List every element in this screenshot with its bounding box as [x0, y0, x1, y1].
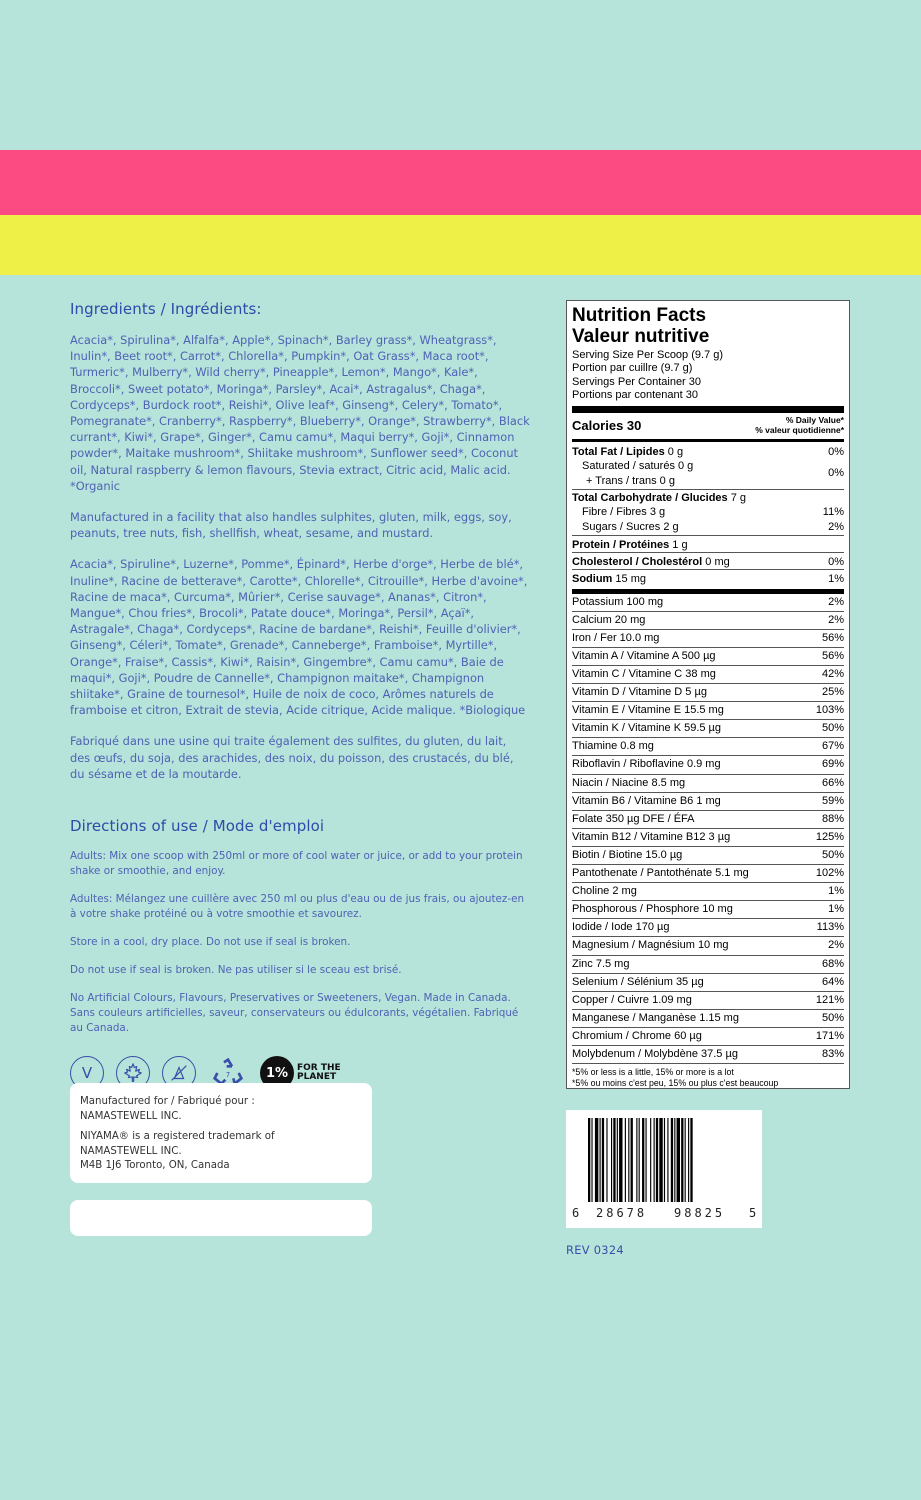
vitamin-row: [572, 666, 844, 684]
protein-label: Protein / Protéines: [572, 538, 670, 551]
footnote-fr: *5% ou moins c'est peu, 15% ou plus c'est beaucoup: [572, 1078, 779, 1089]
planet-line2: PLANET: [297, 1072, 337, 1083]
barcode-bar: [681, 1118, 683, 1202]
barcode-bar: [591, 1118, 592, 1202]
directions-adults-en: Adults: Mix one scoop with 250ml or more of cool water or juice, or add to your protein shake or smoothie, and enjoy.: [70, 850, 523, 878]
barcode-bar: [674, 1118, 675, 1202]
fat-label: Total Fat / Lipides: [572, 445, 665, 458]
carb-row: [572, 489, 844, 505]
barcode-digits-2: 28678: [596, 1206, 648, 1220]
calories: Calories 30: [572, 418, 642, 434]
nutrition-facts-table: [566, 300, 850, 1089]
manufacturer-line3: NIYAMA® is a registered trademark of: [80, 1131, 275, 1142]
vitamin-dv: 25%: [821, 686, 844, 699]
manufacturer-line1: Manufactured for / Fabriqué pour :: [80, 1096, 255, 1107]
serving-size-en: Serving Size Per Scoop (9.7 g): [572, 349, 724, 361]
vitamin-row: [572, 793, 844, 811]
vitamin-dv: 68%: [821, 957, 844, 970]
vitamin-name: Vitamin K / Vitamine K 59.5 µg: [572, 722, 722, 735]
vitamin-row: [572, 702, 844, 720]
carb-amount: 7 g: [730, 491, 747, 504]
vitamin-dv: 2%: [828, 595, 844, 608]
vitamin-dv: 50%: [821, 1011, 844, 1024]
planet-text: [297, 1064, 341, 1083]
sugars: Sugars / Sucres 2 g: [582, 520, 679, 533]
vitamin-dv: 50%: [821, 848, 844, 861]
protein-row: [572, 535, 844, 552]
vitamin-row: [572, 1028, 844, 1046]
vitamin-row: [572, 720, 844, 738]
vitamin-name: Chromium / Chrome 60 µg: [572, 1029, 702, 1042]
vitamin-dv: 69%: [821, 758, 844, 771]
barcode-bar: [625, 1118, 626, 1202]
vitamin-name: Iron / Fer 10.0 mg: [572, 631, 660, 644]
dv-header-fr: % valeur quotidienne*: [755, 424, 844, 435]
vitamin-row: [572, 847, 844, 865]
ingredients-english: Acacia*, Spirulina*, Alfalfa*, Apple*, Spinach*, Barley grass*, Wheatgrass*, Inulin*, Beet root*, Carrot*, Chlorella*, Pumpkin*, Oat Grass*, Maca root*, Turmeric*, Mulberry*, Wild cherry*, Pineapple*, Lemon*, Mango*, Kale*, Broccoli*, Sweet potato*, Moringa*, Parsley*, Acai*, Astragalus*, Chaga*, Cordyceps*, Burdock root*, Reishi*, Olive leaf*, Ginseng*, Celery*, Tomato*, Pomegranate*, Cranberry*, Raspberry*, Blueberry*, Orange*, Strawberry*, Black currant*, Kiwi*, Grape*, Ginger*, Camu camu*, Maqui berry*, Goji*, Cinnamon powder*, Maitake mushroom*, Shiitake mushroom*, Sunflower seed*, Coconut oil, Natural raspberry & lemon flavours, Stevia extract, Citric acid, Malic acid. *Organic: [70, 333, 530, 493]
vitamin-name: Copper / Cuivre 1.09 mg: [572, 993, 692, 1006]
nutrition-title-en: Nutrition Facts: [572, 305, 707, 326]
fat-dv: 0%: [828, 445, 844, 458]
vitamin-dv: 64%: [821, 975, 844, 988]
ingredients-title: Ingredients / Ingrédients:: [70, 300, 262, 318]
vitamin-row: [572, 1046, 844, 1064]
vitamin-dv: 66%: [821, 776, 844, 789]
barcode-bar: [650, 1118, 651, 1202]
vitamin-row: [572, 1010, 844, 1028]
sat-trans-dv: 0%: [828, 467, 844, 480]
fibre-dv: 11%: [822, 505, 844, 518]
nutrition-title-fr: Valeur nutritive: [572, 326, 710, 347]
barcode-bar: [664, 1118, 665, 1202]
sodium-amount: 15 mg: [615, 572, 646, 585]
protein-amount: 1 g: [672, 538, 688, 551]
barcode-digit-1: 6: [572, 1206, 580, 1220]
barcode-bar: [602, 1118, 604, 1202]
fibre-row: [572, 505, 844, 520]
vitamin-row: [572, 992, 844, 1010]
vitamin-dv: 59%: [821, 794, 844, 807]
sodium-row: [572, 569, 844, 586]
calories-row: [572, 413, 844, 439]
vitamin-name: Molybdenum / Molybdène 37.5 µg: [572, 1047, 738, 1060]
barcode-bar: [654, 1118, 655, 1202]
sugars-row: [572, 520, 844, 535]
vegan-letter: V: [81, 1064, 93, 1083]
nutrition-footnote: [572, 1064, 844, 1089]
vitamin-row: [572, 756, 844, 774]
vitamin-name: Vitamin A / Vitamine A 500 µg: [572, 649, 716, 662]
sat-trans-row: [572, 459, 844, 489]
vitamin-name: Calcium 20 mg: [572, 613, 646, 626]
barcode-bar: [639, 1118, 640, 1202]
vitamin-row: [572, 775, 844, 793]
barcode-bar: [671, 1118, 673, 1202]
vitamin-row: [572, 901, 844, 919]
manufacturer-line5: M4B 1J6 Toronto, ON, Canada: [80, 1160, 230, 1171]
vitamin-dv: 50%: [821, 722, 844, 735]
vitamin-dv: 56%: [821, 649, 844, 662]
chol-label: Cholesterol / Cholestérol: [572, 555, 703, 568]
vitamin-row: [572, 648, 844, 666]
servings-per-container-fr: Portions par contenant 30: [572, 389, 698, 402]
vitamin-dv: 42%: [821, 668, 844, 680]
vitamin-dv: 113%: [816, 921, 844, 934]
vitamin-dv: 67%: [821, 740, 844, 753]
vitamin-name: Vitamin D / Vitamine D 5 µg: [572, 686, 707, 699]
footnote-en: *5% or less is a little, 15% or more is a lot: [572, 1067, 734, 1078]
vitamin-dv: 2%: [828, 939, 844, 952]
vitamin-dv: 102%: [815, 867, 844, 880]
vitamin-row: [572, 865, 844, 883]
vitamin-dv: 1%: [828, 903, 844, 916]
manufacturer-line4: NAMASTEWELL INC.: [80, 1145, 182, 1157]
ingredients-french: Acacia*, Spiruline*, Luzerne*, Pomme*, Épinard*, Herbe d'orge*, Herbe de blé*, Inuline*, Racine de betterave*, Carotte*, Chlorelle*, Citrouille*, Herbe d'avoine*, Racine de maca*, Curcuma*, Mûrier*, Cerise sauvage*, Ananas*, Citron*, Mangue*, Chou fries*, Brocoli*, Patate douce*, Moringa*, Persil*, Açaï*, Astragale*, Chaga*, Cordyceps*, Racine de bardane*, Reishi*, Feuille d'olivier*, Ginseng*, Céleri*, Tomate*, Grenade*, Canneberge*, Framboise*, Myrtille*, Orange*, Fraise*, Cassis*, Kiwi*, Raisin*, Gingembre*, Camu camu*, Baie de maqui*, Goji*, Poudre de Cannelle*, Champignon maitake*, Champignon shiitake*, Graine de tournesol*, Huile de noix de coco, Arômes naturels de framboise et citron, Extrait de stevia, Acide citrique, Acide malique. *Biologique: [70, 557, 528, 718]
blank-card: [70, 1200, 372, 1236]
vitamin-dv: 103%: [815, 704, 844, 717]
barcode-bar: [685, 1118, 686, 1202]
barcode-bar: [642, 1118, 644, 1202]
revision-code: REV 0324: [566, 1243, 624, 1257]
planet-line1: FOR THE: [297, 1062, 341, 1073]
directions-title: Directions of use / Mode d'emploi: [70, 817, 325, 836]
vitamin-dv: 1%: [828, 885, 844, 898]
vitamin-name: Potassium 100 mg: [572, 595, 664, 608]
vitamin-name: Magnesium / Magnésium 10 mg: [572, 939, 729, 952]
vitamin-row: [572, 630, 844, 648]
vitamin-name: Folate 350 µg DFE / ÉFA: [572, 812, 695, 825]
barcode-bar: [600, 1118, 601, 1202]
chol-dv: 0%: [828, 555, 844, 568]
vitamin-list: [572, 594, 844, 1064]
vitamin-name: Riboflavin / Riboflavine 0.9 mg: [572, 758, 721, 771]
manufacturer-line2: NAMASTEWELL INC.: [80, 1110, 182, 1122]
barcode-bar: [613, 1118, 615, 1202]
vitamin-name: Phosphorous / Phosphore 10 mg: [572, 903, 733, 916]
vitamin-name: Selenium / Sélénium 35 µg: [572, 975, 704, 988]
barcode-bar: [659, 1118, 662, 1202]
vitamin-name: Vitamin E / Vitamine E 15.5 mg: [572, 704, 724, 717]
vitamin-name: Manganese / Manganèse 1.15 mg: [572, 1011, 739, 1024]
vitamin-dv: 83%: [821, 1047, 844, 1060]
directions-adults-fr: Adultes: Mélangez une cuillère avec 250 ml ou plus d'eau ou de jus frais, ou ajoutez-en à votre shake protéiné ou à votre smoothie et savourez.: [70, 893, 525, 921]
seal-text: Do not use if seal is broken. Ne pas utiliser si le sceau est brisé.: [70, 964, 402, 977]
vitamin-row: [572, 684, 844, 702]
vitamin-row: [572, 594, 844, 612]
vitamin-row: [572, 919, 844, 937]
barcode-bar: [646, 1118, 647, 1202]
vitamin-dv: 171%: [815, 1029, 844, 1042]
vitamin-name: Choline 2 mg: [572, 885, 637, 898]
vitamin-name: Iodide / Iode 170 µg: [572, 921, 670, 934]
vitamin-dv: 2%: [828, 613, 844, 626]
barcode-bar: [588, 1118, 590, 1202]
vitamin-name: Vitamin B6 / Vitamine B6 1 mg: [572, 794, 721, 807]
vitamin-name: Niacin / Niacine 8.5 mg: [572, 776, 686, 789]
vitamin-name: Zinc 7.5 mg: [572, 957, 630, 970]
sodium-label: Sodium: [572, 572, 613, 585]
barcode-bar: [606, 1118, 607, 1202]
vitamin-name: Pantothenate / Pantothénate 5.1 mg: [572, 867, 749, 880]
daily-value-header: [755, 416, 844, 435]
barcode-bar: [631, 1118, 633, 1202]
vitamin-row: [572, 829, 844, 847]
barcode-bar: [619, 1118, 622, 1202]
barcode-bar: [611, 1118, 612, 1202]
left-column: [70, 300, 530, 1090]
cholesterol-row: [572, 552, 844, 569]
vitamin-name: Biotin / Biotine 15.0 µg: [572, 848, 683, 861]
chol-amount: 0 mg: [705, 555, 730, 568]
barcode-bars: [588, 1118, 748, 1202]
pink-band: [0, 150, 921, 215]
manufacturer-card: [70, 1083, 372, 1183]
vitamin-row: [572, 883, 844, 901]
vitamin-dv: 88%: [821, 812, 844, 825]
vitamin-row: [572, 937, 844, 955]
vitamin-dv: 125%: [815, 830, 844, 843]
vitamin-row: [572, 956, 844, 974]
serving-size-fr: Portion par cuillre (9.7 g): [572, 362, 693, 375]
fibre: Fibre / Fibres 3 g: [582, 505, 666, 518]
planet-mark: 1%: [260, 1056, 294, 1090]
barcode-bar: [617, 1118, 618, 1202]
barcode-bar: [595, 1118, 598, 1202]
servings-per-container-en: Servings Per Container 30: [572, 375, 702, 388]
vitamin-row: [572, 811, 844, 829]
saturated: Saturated / saturés 0 g: [582, 459, 694, 472]
fat-amount: 0 g: [667, 445, 684, 458]
allergen-french: Fabriqué dans une usine qui traite également des sulfites, du gluten, du lait, des œufs, du soja, des arachides, des noix, du poisson, des crustacés, du blé, du sésame et de la moutarde.: [70, 734, 514, 781]
allergen-english: Manufactured in a facility that also handles sulphites, gluten, milk, eggs, soy, peanuts, tree nuts, fish, shellfish, wheat, sesame, and mustard.: [70, 510, 512, 541]
vitamin-name: Vitamin C / Vitamine C 38 mg: [572, 668, 716, 680]
barcode: [566, 1110, 762, 1228]
vitamin-row: [572, 612, 844, 630]
barcode-bar: [677, 1118, 680, 1202]
vitamin-name: Vitamin B12 / Vitamine B12 3 µg: [572, 830, 731, 843]
vitamin-dv: 56%: [821, 631, 844, 644]
sugars-dv: 2%: [828, 520, 844, 533]
vitamin-name: Thiamine 0.8 mg: [572, 740, 654, 753]
vitamin-row: [572, 738, 844, 756]
barcode-bar: [636, 1118, 637, 1202]
serving-info: [572, 349, 844, 403]
storage-text: Store in a cool, dry place. Do not use if seal is broken.: [70, 936, 351, 949]
trans: + Trans / trans 0 g: [586, 474, 675, 487]
no-artificial-text: No Artificial Colours, Flavours, Preservatives or Sweeteners, Vegan. Made in Canada. Sans couleurs artificielles, saveur, conservateurs ou édulcorants, végétalien. Fabriqué au Canada.: [70, 992, 519, 1035]
barcode-bar: [656, 1118, 658, 1202]
vitamin-dv: 121%: [815, 993, 844, 1006]
barcode-digits-3: 98825: [674, 1206, 726, 1220]
fat-row: [572, 442, 844, 459]
barcode-bar: [690, 1118, 692, 1202]
barcode-bar: [688, 1118, 689, 1202]
vitamin-row: [572, 974, 844, 992]
sodium-dv: 1%: [828, 572, 844, 585]
dv-header-en: % Daily Value*: [785, 415, 844, 426]
barcode-digit-4: 5: [749, 1206, 757, 1220]
yellow-band: [0, 215, 921, 275]
svg-text:7: 7: [225, 1071, 231, 1080]
barcode-bar: [628, 1118, 629, 1202]
carb-label: Total Carbohydrate / Glucides: [572, 491, 728, 504]
barcode-bar: [667, 1118, 668, 1202]
